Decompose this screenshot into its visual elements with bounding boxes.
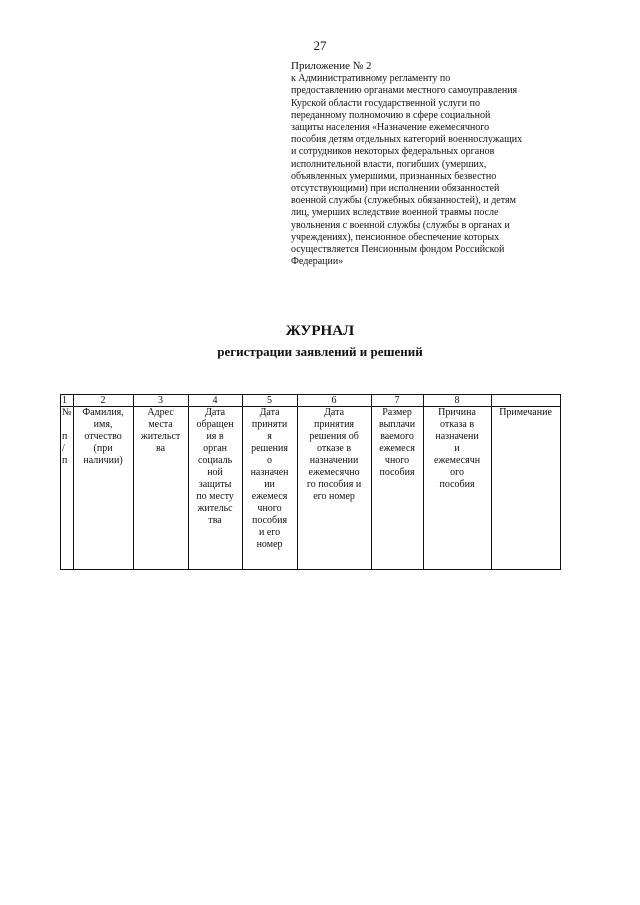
appendix-block [291,60,581,268]
column-header-cell [297,407,371,570]
header-text-line: номер [256,539,283,550]
header-text-line: и его [258,527,281,538]
column-header-cell [491,407,560,570]
appendix-line: пособия детям отдельных категорий военнослужащих [291,134,523,146]
header-text-line: его номер [313,491,355,502]
column-header-cell [371,407,423,570]
column-header-cell [73,407,133,570]
journal-title: ЖУРНАЛ [285,323,355,339]
header-text-line: отказе в [317,443,352,454]
header-text-line: тва [208,515,222,526]
header-text-line: Дата [324,407,345,418]
appendix-line: учреждениях), пенсионное обеспечение которых [291,231,500,243]
header-text-line: по месту [196,491,234,502]
header-text-line: (при [93,443,113,454]
header-text-line: орган [203,443,227,454]
header-text-line: Фамилия, [82,407,124,418]
column-number-cell: 8 [423,395,491,407]
column-number-row [61,395,561,407]
header-text-line: чного [384,455,410,466]
appendix-line: и сотрудников некоторых федеральных органов [291,146,495,158]
appendix-line: отсутствующими) при исполнении обязанностей [291,183,500,195]
header-text-line: решения [251,443,288,454]
appendix-line: Федерации» [291,256,344,268]
header-text-line: принятия [314,419,355,430]
header-text-line: ва [156,443,166,454]
header-text-line: ежемеся [379,443,415,454]
column-number-cell: 4 [188,395,242,407]
column-number-cell: 1 [61,395,74,407]
appendix-line: к Административному регламенту по [291,73,451,85]
header-text-line: пособия [439,479,475,490]
column-number-cell: 3 [133,395,188,407]
header-text-line: № [62,407,72,418]
column-number-cell [491,395,560,407]
header-text-line: ии [264,479,275,490]
appendix-line: защиты населения «Назначение ежемесячного [291,122,490,134]
column-number-cell: 2 [73,395,133,407]
header-text-line: ия в [206,431,224,442]
column-header-cell [188,407,242,570]
column-header-cell [133,407,188,570]
header-text-line [62,419,72,431]
header-text-line: обращен [196,419,234,430]
header-text-line: места [148,419,173,430]
header-text-line: ежемеся [251,491,288,502]
column-number-cell: 7 [371,395,423,407]
header-text-line: пособия [252,515,288,526]
header-text-line: го пособия и [306,479,362,490]
header-text-line: Дата [259,407,280,418]
header-text-line: ежемесячно [308,467,360,478]
header-text-line: отчество [84,431,122,442]
header-text-line: ого [450,467,464,478]
column-header-cell [242,407,297,570]
appendix-line: осуществляется Пенсионным фондом Российской [291,244,505,256]
journal-table [60,394,561,570]
column-header-cell [423,407,491,570]
header-text-line: назначении [309,455,359,466]
header-text-line: п [62,455,68,466]
header-text-line: / [62,443,65,454]
page-number: 27 [313,38,327,53]
header-text-line: Дата [205,407,226,418]
header-text-line: социаль [197,455,233,466]
appendix-line: предоставлению органами местного самоуправления [291,85,518,97]
column-header-cell [61,407,74,570]
header-text-line: о [267,455,273,466]
column-header-row [61,407,561,570]
header-text-line: Примечание [499,407,552,418]
appendix-text [291,73,581,268]
header-text-line: жительст [140,431,181,442]
appendix-line: переданному полномочию в сфере социальной [291,109,491,121]
header-text-line: назначен [250,467,289,478]
appendix-line: исполнительной власти, погибших (умерших, [291,158,487,170]
header-text-line: ной [207,467,223,478]
header-text-line: чного [257,503,282,514]
header-text-line: ваемого [380,431,414,442]
header-text-line: приняти [251,419,288,430]
header-text-line: пособия [379,467,415,478]
header-text-line: Размер [382,407,412,418]
header-text-line: и [454,443,460,454]
header-text-line: выплачи [378,419,416,430]
header-text-line: я [267,431,272,442]
appendix-line: объявленных умершими, признанных безвестно [291,170,497,182]
header-text-line: ежемесячн [434,455,481,466]
appendix-heading: Приложение № 2 [291,60,372,72]
header-text-line: наличии) [83,455,123,466]
header-text-line: отказа в [440,419,475,430]
column-number-cell: 6 [297,395,371,407]
journal-subtitle: регистрации заявлений и решений [217,344,423,359]
header-text-line: назначени [435,431,479,442]
appendix-line: военной службы (служебных обязанностей), и детям [291,195,516,207]
header-text-line: решения об [309,431,359,442]
appendix-line: Курской области государственной услуги по [291,97,480,109]
header-text-line: Причина [438,407,476,418]
appendix-line: увольнения с военной службы (службы в органах и [291,219,510,231]
column-number-cell: 5 [242,395,297,407]
header-text-line: жительс [197,503,233,514]
header-text-line: п [62,431,68,442]
header-text-line: Адрес [147,407,174,418]
appendix-line: лиц, умерших вследствие военной травмы после [291,207,499,219]
header-text-line: защиты [198,479,232,490]
header-text-line: имя, [93,419,113,430]
